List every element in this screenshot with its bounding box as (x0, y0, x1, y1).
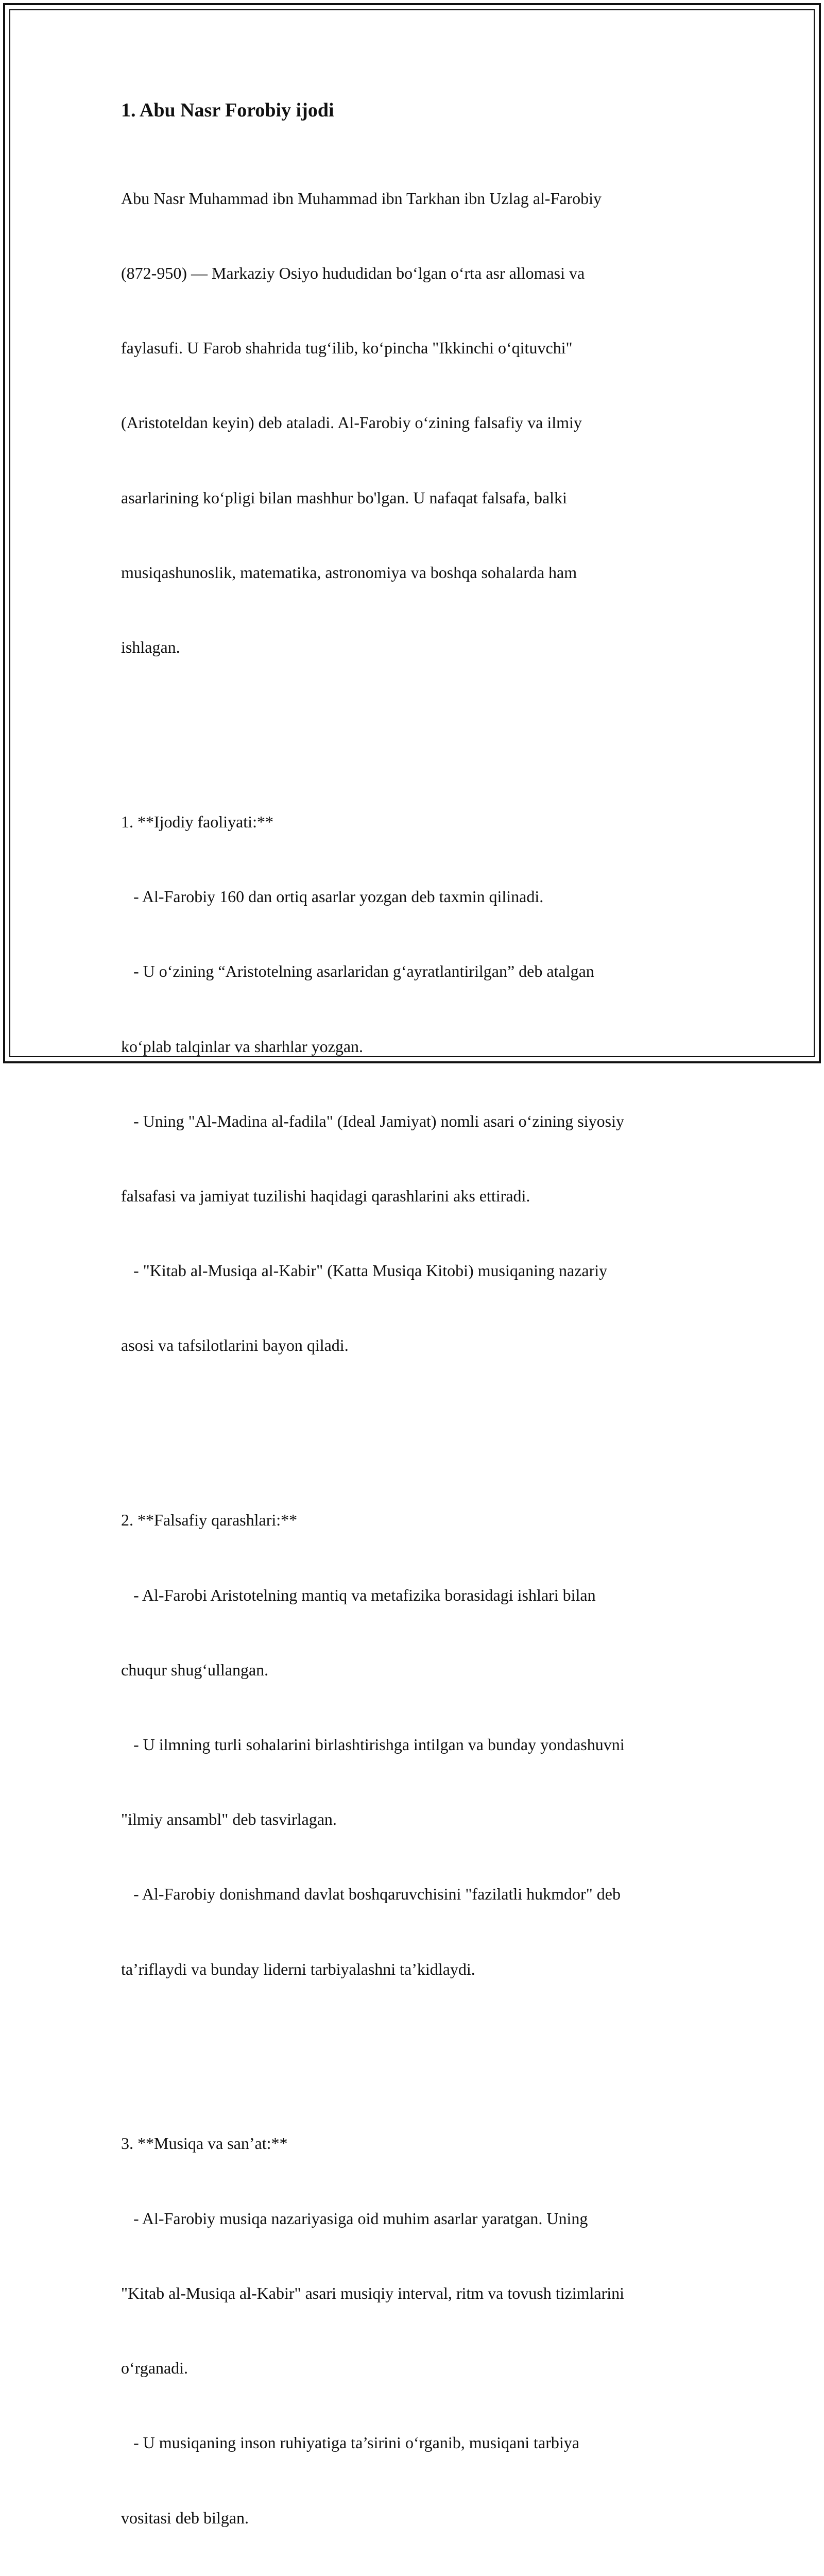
text-line: "ilmiy ansambl" deb tasvirlagan. (121, 1810, 337, 1829)
text-line: - "Kitab al-Musiqa al-Kabir" (Katta Musiqa Kitobi) musiqaning nazariy (121, 1261, 608, 1280)
document-title: 1. Abu Nasr Forobiy ijodi (121, 99, 334, 121)
blank-line (121, 2031, 708, 2056)
text-line: falsafasi va jamiyat tuzilishi haqidagi qarashlarini aks ettiradi. (121, 1187, 530, 1206)
text-line: - Al-Farobiy donishmand davlat boshqaruvchisini "fazilatli hukmdor" deb (121, 1885, 621, 1904)
text-line: - U ilmning turli sohalarini birlashtirishga intilgan va bunday yondashuvni (121, 1735, 625, 1754)
text-line: vositasi deb bilgan. (121, 2508, 249, 2527)
blank-line (121, 709, 708, 734)
text-line: ta’riflaydi va bunday liderni tarbiyalashni ta’kidlaydi. (121, 1959, 475, 1978)
text-line: oʻrganadi. (121, 2359, 188, 2378)
intro-paragraph (121, 136, 708, 2576)
text-line: chuqur shugʻullangan. (121, 1660, 269, 1679)
text-line: Abu Nasr Muhammad ibn Muhammad ibn Tarkhan ibn Uzlag al-Farobiy (121, 189, 602, 208)
section-heading: 2. **Falsafiy qarashlari:** (121, 1511, 298, 1530)
text-line: asarlarining koʻpligi bilan mashhur bo'lgan. U nafaqat falsafa, balki (121, 488, 567, 507)
section-heading: 1. **Ijodiy faoliyati:** (121, 812, 273, 831)
text-line: asosi va tafsilotlarini bayon qiladi. (121, 1336, 349, 1355)
blank-line (121, 1408, 708, 1433)
document-body (121, 95, 708, 2576)
text-line: - Uning "Al-Madina al-fadila" (Ideal Jamiyat) nomli asari oʻzining siyosiy (121, 1111, 624, 1130)
text-line: (Aristoteldan keyin) deb ataladi. Al-Farobiy oʻzining falsafiy va ilmiy (121, 413, 582, 432)
text-line: - U musiqaning inson ruhiyatiga ta’sirini oʻrganib, musiqani tarbiya (121, 2433, 579, 2452)
text-line: ishlagan. (121, 638, 180, 657)
text-line: - Al-Farobiy 160 dan ortiq asarlar yozgan deb taxmin qilinadi. (121, 887, 544, 906)
section-heading: 3. **Musiqa va san’at:** (121, 2134, 288, 2153)
text-line: faylasufi. U Farob shahrida tugʻilib, koʻpincha "Ikkinchi oʻqituvchi" (121, 338, 573, 358)
text-line: - U oʻzining “Aristotelning asarlaridan gʻayratlantirilgan” deb atalgan (121, 962, 594, 981)
text-line: - Al-Farobi Aristotelning mantiq va metafizika borasidagi ishlari bilan (121, 1585, 596, 1604)
text-line: (872-950) — Markaziy Osiyo hududidan boʻlgan oʻrta asr allomasi va (121, 264, 585, 283)
text-line: "Kitab al-Musiqa al-Kabir" asari musiqiy interval, ritm va tovush tizimlarini (121, 2283, 625, 2302)
text-line: musiqashunoslik, matematika, astronomiya va boshqa sohalarda ham (121, 563, 577, 582)
text-line: koʻplab talqinlar va sharhlar yozgan. (121, 1037, 364, 1056)
text-line: - Al-Farobiy musiqa nazariyasiga oid muhim asarlar yaratgan. Uning (121, 2209, 588, 2228)
